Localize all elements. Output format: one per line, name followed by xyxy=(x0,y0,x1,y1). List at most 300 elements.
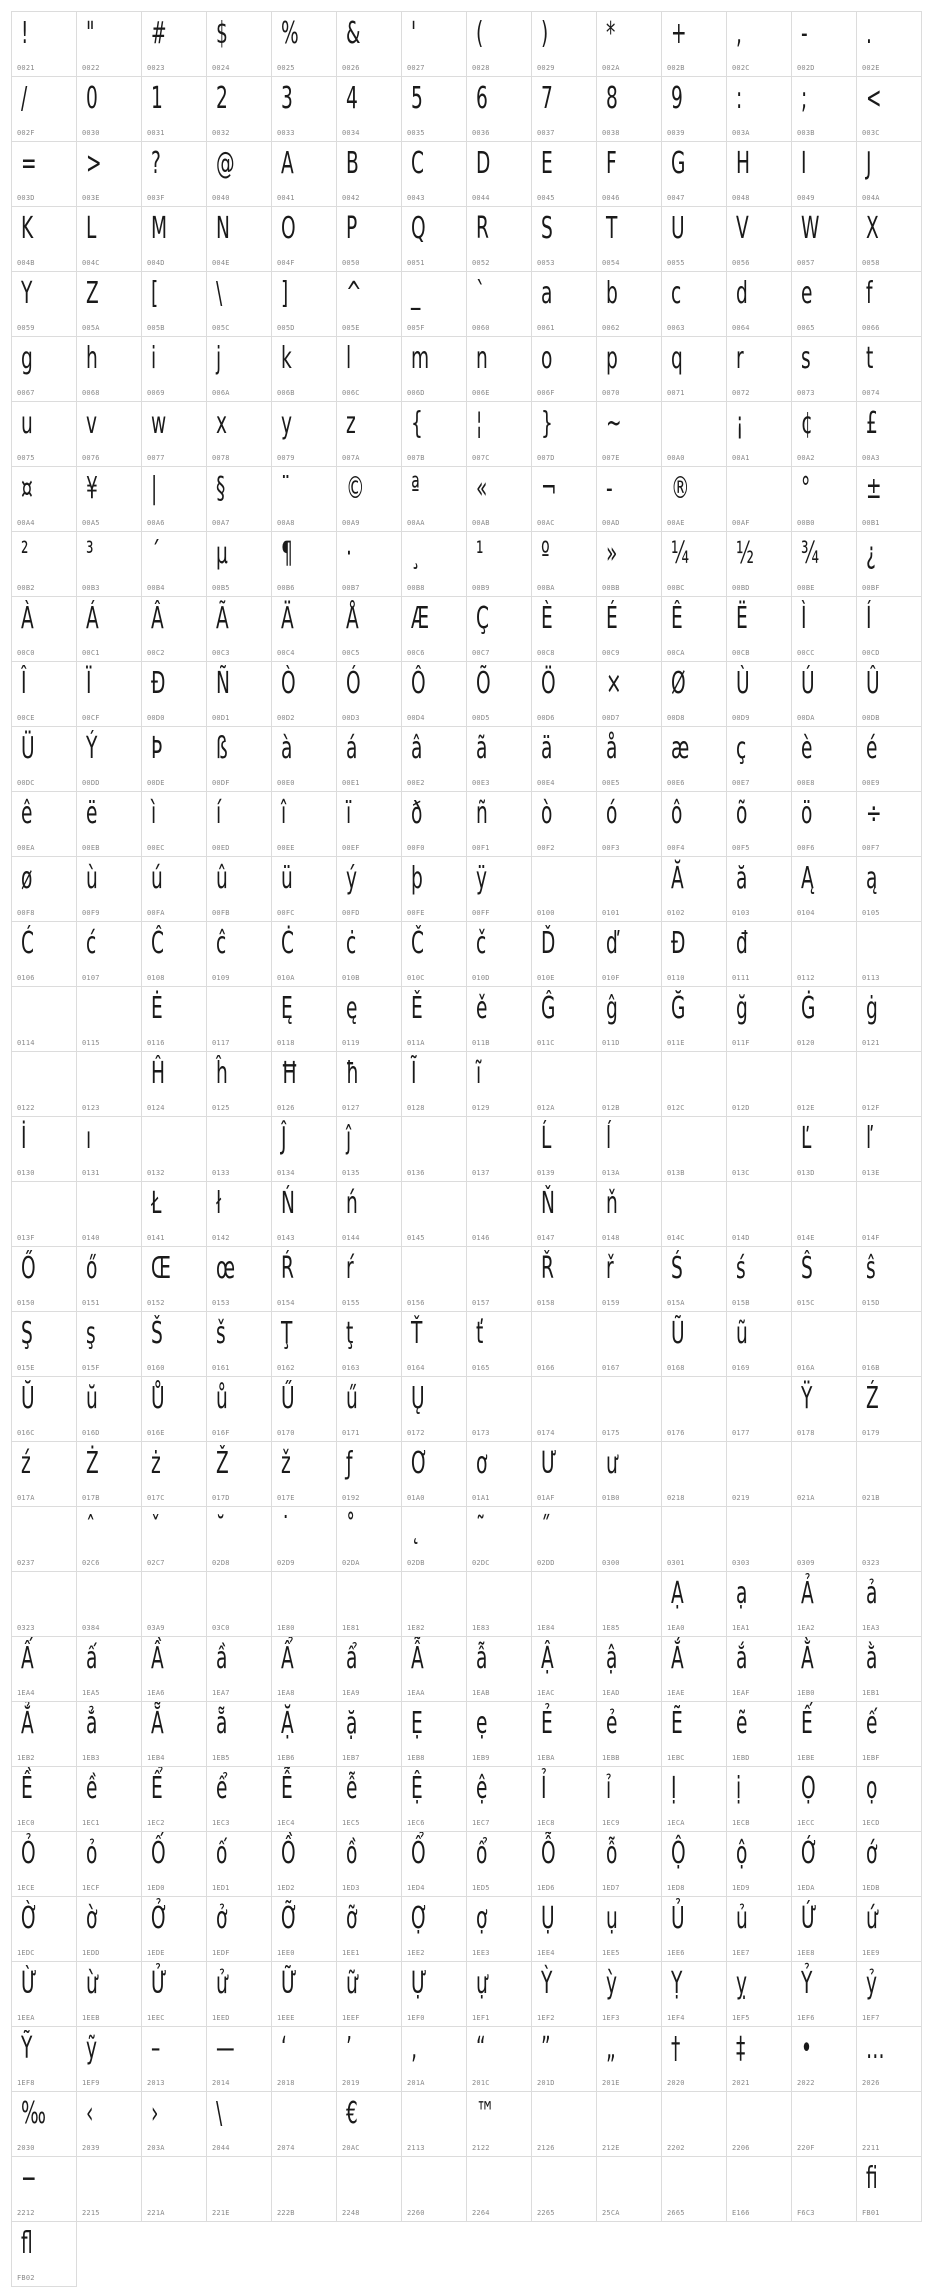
glyph-codepoint-label: 00A1 xyxy=(732,454,750,462)
glyph-codepoint-label: 0123 xyxy=(82,1104,100,1112)
glyph-character: Ằ xyxy=(801,1641,814,1676)
glyph-cell xyxy=(727,792,792,857)
glyph-codepoint-label: 0114 xyxy=(17,1039,35,1047)
glyph-cell xyxy=(272,1182,337,1247)
glyph-character: µ xyxy=(216,536,228,571)
glyph-codepoint-label: 0172 xyxy=(407,1429,425,1437)
glyph-character: Ó xyxy=(346,666,361,701)
glyph-character: Ÿ xyxy=(801,1381,813,1416)
glyph-cell xyxy=(207,662,272,727)
glyph-codepoint-label: 0147 xyxy=(537,1234,555,1242)
glyph-character: ™ xyxy=(476,2096,495,2131)
glyph-cell xyxy=(727,1572,792,1637)
glyph-character: ì xyxy=(151,796,157,831)
glyph-cell xyxy=(142,1572,207,1637)
glyph-codepoint-label: 00AA xyxy=(407,519,425,527)
glyph-codepoint-label: 0033 xyxy=(277,129,295,137)
glyph-codepoint-label: 0109 xyxy=(212,974,230,982)
glyph-codepoint-label: 2074 xyxy=(277,2144,295,2152)
glyph-character: ˛ xyxy=(411,1511,421,1546)
glyph-codepoint-label: 0151 xyxy=(82,1299,100,1307)
glyph-character: ¸ xyxy=(411,536,421,571)
glyph-cell xyxy=(207,1962,272,2027)
glyph-cell xyxy=(402,662,467,727)
glyph-codepoint-label: 011A xyxy=(407,1039,425,1047)
glyph-codepoint-label: 1EE3 xyxy=(472,1949,490,1957)
glyph-character: Ỹ xyxy=(21,2031,33,2066)
glyph-cell xyxy=(272,1052,337,1117)
glyph-codepoint-label: 2122 xyxy=(472,2144,490,2152)
glyph-cell xyxy=(727,1117,792,1182)
glyph-codepoint-label: 02DD xyxy=(537,1559,555,1567)
glyph-codepoint-label: 1EE9 xyxy=(862,1949,880,1957)
glyph-codepoint-label: 2264 xyxy=(472,2209,490,2217)
glyph-character: Í xyxy=(866,601,872,636)
glyph-cell xyxy=(12,77,77,142)
glyph-cell xyxy=(467,337,532,402)
glyph-cell xyxy=(272,402,337,467)
glyph-codepoint-label: 1ECE xyxy=(17,1884,35,1892)
glyph-cell xyxy=(12,857,77,922)
glyph-cell xyxy=(272,207,337,272)
glyph-character: Ữ xyxy=(281,1966,297,2001)
glyph-codepoint-label: 0117 xyxy=(212,1039,230,1047)
glyph-character: 2 xyxy=(216,81,228,116)
glyph-codepoint-label: 1EA0 xyxy=(667,1624,685,1632)
glyph-cell xyxy=(532,2027,597,2092)
glyph-character: Y xyxy=(21,276,33,311)
glyph-codepoint-label: 00A8 xyxy=(277,519,295,527)
glyph-cell xyxy=(77,272,142,337)
glyph-character: ụ xyxy=(606,1901,618,1936)
glyph-character: Ų xyxy=(411,1381,425,1416)
glyph-codepoint-label: 1EA2 xyxy=(797,1624,815,1632)
glyph-character: à xyxy=(281,731,293,766)
glyph-cell xyxy=(12,1767,77,1832)
glyph-codepoint-label: 0177 xyxy=(732,1429,750,1437)
glyph-character: ç xyxy=(736,731,747,766)
glyph-character: } xyxy=(541,406,553,441)
glyph-codepoint-label: 1ED4 xyxy=(407,1884,425,1892)
glyph-cell xyxy=(727,597,792,662)
glyph-codepoint-label: 00B0 xyxy=(797,519,815,527)
glyph-character: ẽ xyxy=(736,1706,748,1741)
glyph-codepoint-label: 1EB2 xyxy=(17,1754,35,1762)
glyph-character: ằ xyxy=(866,1641,878,1676)
glyph-codepoint-label: 013A xyxy=(602,1169,620,1177)
glyph-character: Ỡ xyxy=(281,1901,298,1936)
glyph-cell xyxy=(77,2092,142,2157)
glyph-character: k xyxy=(281,341,292,376)
glyph-codepoint-label: 0034 xyxy=(342,129,360,137)
glyph-cell xyxy=(727,77,792,142)
glyph-codepoint-label: 222B xyxy=(277,2209,295,2217)
glyph-codepoint-label: 0116 xyxy=(147,1039,165,1047)
glyph-character: Ĥ xyxy=(151,1056,165,1091)
glyph-codepoint-label: 0075 xyxy=(17,454,35,462)
glyph-character: \ xyxy=(216,276,223,311)
glyph-character: Ẫ xyxy=(411,1641,424,1676)
glyph-codepoint-label: 0043 xyxy=(407,194,425,202)
glyph-cell xyxy=(207,272,272,337)
glyph-codepoint-label: 0054 xyxy=(602,259,620,267)
glyph-cell xyxy=(337,1767,402,1832)
glyph-character: * xyxy=(606,16,616,51)
glyph-codepoint-label: 00BB xyxy=(602,584,620,592)
glyph-codepoint-label: 1ED1 xyxy=(212,1884,230,1892)
glyph-character: đ xyxy=(736,926,748,961)
glyph-cell xyxy=(12,987,77,1052)
glyph-cell xyxy=(532,1377,597,1442)
glyph-codepoint-label: 0022 xyxy=(82,64,100,72)
glyph-codepoint-label: 021A xyxy=(797,1494,815,1502)
glyph-cell xyxy=(142,207,207,272)
glyph-codepoint-label: 0068 xyxy=(82,389,100,397)
glyph-character: å xyxy=(606,731,618,766)
glyph-cell xyxy=(662,1442,727,1507)
glyph-codepoint-label: 00EB xyxy=(82,844,100,852)
glyph-codepoint-label: 015D xyxy=(862,1299,880,1307)
glyph-cell xyxy=(12,1637,77,1702)
glyph-character: | xyxy=(151,471,158,506)
glyph-cell xyxy=(857,467,922,532)
glyph-cell xyxy=(727,1832,792,1897)
glyph-character: Ő xyxy=(21,1251,36,1286)
glyph-cell xyxy=(272,1117,337,1182)
glyph-codepoint-label: 0066 xyxy=(862,324,880,332)
glyph-character: Ł xyxy=(151,1186,162,1221)
glyph-cell xyxy=(727,142,792,207)
glyph-codepoint-label: 0058 xyxy=(862,259,880,267)
glyph-character: 5 xyxy=(411,81,423,116)
glyph-codepoint-label: 0171 xyxy=(342,1429,360,1437)
glyph-character: ẻ xyxy=(606,1706,618,1741)
glyph-codepoint-label: 013D xyxy=(797,1169,815,1177)
glyph-character: × xyxy=(606,666,622,701)
glyph-character: ỷ xyxy=(866,1966,878,2001)
glyph-character: Õ xyxy=(476,666,491,701)
glyph-cell xyxy=(857,987,922,1052)
glyph-cell xyxy=(337,1702,402,1767)
glyph-codepoint-label: 011C xyxy=(537,1039,555,1047)
glyph-codepoint-label: 017E xyxy=(277,1494,295,1502)
glyph-character: Ế xyxy=(801,1706,813,1741)
glyph-codepoint-label: 0050 xyxy=(342,259,360,267)
glyph-codepoint-label: 0134 xyxy=(277,1169,295,1177)
glyph-cell xyxy=(467,1962,532,2027)
glyph-character: [ xyxy=(151,276,159,311)
glyph-codepoint-label: 1ED8 xyxy=(667,1884,685,1892)
glyph-codepoint-label: 0101 xyxy=(602,909,620,917)
glyph-character: ‚ xyxy=(411,2031,417,2066)
glyph-cell xyxy=(272,467,337,532)
glyph-character: Ň xyxy=(541,1186,555,1221)
glyph-cell xyxy=(727,272,792,337)
glyph-codepoint-label: 1EA6 xyxy=(147,1689,165,1697)
glyph-codepoint-label: 0157 xyxy=(472,1299,490,1307)
glyph-cell xyxy=(12,2092,77,2157)
glyph-cell xyxy=(727,2092,792,2157)
glyph-character: ” xyxy=(541,2031,551,2066)
glyph-cell xyxy=(402,1247,467,1312)
glyph-cell xyxy=(12,207,77,272)
glyph-codepoint-label: 003B xyxy=(797,129,815,137)
glyph-character: f xyxy=(866,276,873,311)
glyph-character: Ạ xyxy=(671,1576,684,1611)
glyph-codepoint-label: 00AE xyxy=(667,519,685,527)
glyph-cell xyxy=(597,207,662,272)
glyph-codepoint-label: 0161 xyxy=(212,1364,230,1372)
glyph-codepoint-label: 2113 xyxy=(407,2144,425,2152)
glyph-cell xyxy=(597,597,662,662)
glyph-cell xyxy=(792,1507,857,1572)
glyph-codepoint-label: 1EED xyxy=(212,2014,230,2022)
glyph-codepoint-label: 005B xyxy=(147,324,165,332)
glyph-cell xyxy=(792,987,857,1052)
glyph-character: W xyxy=(801,211,820,246)
glyph-character: — xyxy=(216,2031,235,2066)
glyph-character: Æ xyxy=(411,601,430,636)
glyph-cell xyxy=(12,597,77,662)
glyph-cell xyxy=(12,1377,77,1442)
glyph-codepoint-label: 010A xyxy=(277,974,295,982)
glyph-character: ¼ xyxy=(671,536,690,571)
glyph-cell xyxy=(402,1897,467,1962)
glyph-codepoint-label: 013B xyxy=(667,1169,685,1177)
glyph-codepoint-label: 0035 xyxy=(407,129,425,137)
glyph-cell xyxy=(207,142,272,207)
glyph-codepoint-label: 0100 xyxy=(537,909,555,917)
glyph-codepoint-label: 0023 xyxy=(147,64,165,72)
glyph-character: Ü xyxy=(21,731,35,766)
glyph-cell xyxy=(142,142,207,207)
glyph-codepoint-label: 03A9 xyxy=(147,1624,165,1632)
glyph-character: e xyxy=(801,276,813,311)
glyph-character: 6 xyxy=(476,81,488,116)
glyph-cell xyxy=(337,337,402,402)
glyph-cell xyxy=(532,207,597,272)
glyph-character: \ xyxy=(216,2096,223,2131)
glyph-character: Ễ xyxy=(281,1771,293,1806)
glyph-character: Ò xyxy=(281,666,296,701)
glyph-cell xyxy=(597,1897,662,1962)
glyph-codepoint-label: 00F4 xyxy=(667,844,685,852)
glyph-codepoint-label: 0036 xyxy=(472,129,490,137)
glyph-cell xyxy=(857,792,922,857)
glyph-character: I xyxy=(801,146,807,181)
glyph-codepoint-label: 00D1 xyxy=(212,714,230,722)
glyph-cell xyxy=(12,1442,77,1507)
glyph-character: Ự xyxy=(411,1966,427,2001)
glyph-cell xyxy=(12,922,77,987)
glyph-character: œ xyxy=(216,1251,236,1286)
glyph-cell xyxy=(597,12,662,77)
glyph-cell xyxy=(857,1247,922,1312)
glyph-character: ỳ xyxy=(606,1966,618,2001)
glyph-codepoint-label: 1EDD xyxy=(82,1949,100,1957)
glyph-codepoint-label: 1EF8 xyxy=(17,2079,35,2087)
glyph-codepoint-label: 2265 xyxy=(537,2209,555,2217)
glyph-codepoint-label: 00C0 xyxy=(17,649,35,657)
glyph-codepoint-label: 016D xyxy=(82,1429,100,1437)
glyph-codepoint-label: 0137 xyxy=(472,1169,490,1177)
glyph-cell xyxy=(727,467,792,532)
glyph-codepoint-label: 0026 xyxy=(342,64,360,72)
glyph-cell xyxy=(792,1637,857,1702)
glyph-cell xyxy=(727,1767,792,1832)
glyph-character: Ẩ xyxy=(281,1641,294,1676)
glyph-character: B xyxy=(346,146,359,181)
glyph-character: 0 xyxy=(86,81,98,116)
glyph-cell xyxy=(142,1897,207,1962)
glyph-codepoint-label: 00F3 xyxy=(602,844,620,852)
glyph-codepoint-label: 1EA1 xyxy=(732,1624,750,1632)
glyph-cell xyxy=(467,207,532,272)
glyph-cell xyxy=(12,2222,77,2287)
glyph-character: è xyxy=(801,731,813,766)
glyph-character: N xyxy=(216,211,230,246)
glyph-cell xyxy=(597,142,662,207)
glyph-codepoint-label: 0063 xyxy=(667,324,685,332)
glyph-cell xyxy=(142,2157,207,2222)
glyph-codepoint-label: 012D xyxy=(732,1104,750,1112)
glyph-cell xyxy=(532,922,597,987)
glyph-cell xyxy=(207,987,272,1052)
glyph-codepoint-label: 0384 xyxy=(82,1624,100,1632)
glyph-cell xyxy=(857,207,922,272)
glyph-character: ñ xyxy=(476,796,488,831)
glyph-codepoint-label: 0179 xyxy=(862,1429,880,1437)
glyph-codepoint-label: 0037 xyxy=(537,129,555,137)
glyph-cell xyxy=(792,1572,857,1637)
glyph-cell xyxy=(207,2027,272,2092)
glyph-character: ặ xyxy=(346,1706,358,1741)
glyph-cell xyxy=(402,597,467,662)
glyph-codepoint-label: 0309 xyxy=(797,1559,815,1567)
glyph-codepoint-label: 00CD xyxy=(862,649,880,657)
glyph-codepoint-label: 0218 xyxy=(667,1494,685,1502)
glyph-codepoint-label: 0064 xyxy=(732,324,750,332)
glyph-character: ' xyxy=(411,16,417,51)
glyph-codepoint-label: 00B4 xyxy=(147,584,165,592)
glyph-character: Ń xyxy=(281,1186,295,1221)
glyph-character: ² xyxy=(21,536,29,571)
glyph-codepoint-label: 02D8 xyxy=(212,1559,230,1567)
glyph-cell xyxy=(532,77,597,142)
glyph-codepoint-label: 0110 xyxy=(667,974,685,982)
glyph-codepoint-label: 002A xyxy=(602,64,620,72)
glyph-character: ồ xyxy=(346,1836,358,1871)
glyph-cell xyxy=(337,987,402,1052)
glyph-character: ĉ xyxy=(216,926,227,961)
glyph-codepoint-label: 006C xyxy=(342,389,360,397)
glyph-codepoint-label: 1E85 xyxy=(602,1624,620,1632)
glyph-codepoint-label: 201A xyxy=(407,2079,425,2087)
glyph-cell xyxy=(207,402,272,467)
glyph-character: ˜ xyxy=(476,1511,486,1546)
glyph-character: ċ xyxy=(346,926,357,961)
glyph-cell xyxy=(337,467,402,532)
glyph-codepoint-label: 1EBF xyxy=(862,1754,880,1762)
glyph-character: ` xyxy=(476,276,486,311)
glyph-codepoint-label: 010E xyxy=(537,974,555,982)
glyph-cell xyxy=(792,1702,857,1767)
glyph-cell xyxy=(727,727,792,792)
glyph-codepoint-label: 1EE1 xyxy=(342,1949,360,1957)
glyph-cell xyxy=(662,597,727,662)
glyph-cell xyxy=(532,662,597,727)
glyph-codepoint-label: 0133 xyxy=(212,1169,230,1177)
glyph-codepoint-label: 2206 xyxy=(732,2144,750,2152)
glyph-character: … xyxy=(866,2031,885,2066)
glyph-cell xyxy=(662,207,727,272)
glyph-character: Ť xyxy=(411,1316,423,1351)
glyph-codepoint-label: 00E8 xyxy=(797,779,815,787)
glyph-character: ề xyxy=(86,1771,98,1806)
glyph-codepoint-label: 011E xyxy=(667,1039,685,1047)
glyph-cell xyxy=(337,2092,402,2157)
glyph-cell xyxy=(272,1767,337,1832)
glyph-character: ä xyxy=(541,731,553,766)
glyph-cell xyxy=(402,987,467,1052)
glyph-cell xyxy=(77,532,142,597)
glyph-cell xyxy=(402,857,467,922)
glyph-codepoint-label: 00B6 xyxy=(277,584,295,592)
glyph-cell xyxy=(597,1052,662,1117)
glyph-codepoint-label: 00B1 xyxy=(862,519,880,527)
glyph-character: Ề xyxy=(21,1771,33,1806)
glyph-character: â xyxy=(411,731,423,766)
glyph-codepoint-label: 1EB0 xyxy=(797,1689,815,1697)
glyph-character: Ũ xyxy=(671,1316,685,1351)
glyph-cell xyxy=(12,402,77,467)
glyph-character: Á xyxy=(86,601,99,636)
glyph-codepoint-label: 1EC8 xyxy=(537,1819,555,1827)
glyph-codepoint-label: 201E xyxy=(602,2079,620,2087)
glyph-codepoint-label: 00FE xyxy=(407,909,425,917)
glyph-cell xyxy=(532,597,597,662)
glyph-codepoint-label: 1EA8 xyxy=(277,1689,295,1697)
glyph-cell xyxy=(142,987,207,1052)
glyph-codepoint-label: 0047 xyxy=(667,194,685,202)
glyph-codepoint-label: 2211 xyxy=(862,2144,880,2152)
glyph-codepoint-label: 021B xyxy=(862,1494,880,1502)
glyph-character: ! xyxy=(21,16,29,51)
glyph-character: ½ xyxy=(736,536,755,571)
glyph-codepoint-label: 1EE0 xyxy=(277,1949,295,1957)
glyph-character: » xyxy=(606,536,618,571)
glyph-character: Ű xyxy=(281,1381,295,1416)
glyph-cell xyxy=(532,1767,597,1832)
glyph-character: İ xyxy=(21,1121,27,1156)
glyph-character: Ï xyxy=(86,666,92,701)
glyph-cell xyxy=(792,792,857,857)
glyph-character: z xyxy=(346,406,356,441)
glyph-cell xyxy=(532,1702,597,1767)
glyph-codepoint-label: 1EB3 xyxy=(82,1754,100,1762)
glyph-codepoint-label: 00D5 xyxy=(472,714,490,722)
glyph-codepoint-label: 00AC xyxy=(537,519,555,527)
glyph-codepoint-label: 1EC7 xyxy=(472,1819,490,1827)
glyph-character: Ĵ xyxy=(281,1121,287,1156)
glyph-codepoint-label: 201C xyxy=(472,2079,490,2087)
glyph-character: a xyxy=(541,276,553,311)
glyph-cell xyxy=(207,1052,272,1117)
glyph-codepoint-label: 0178 xyxy=(797,1429,815,1437)
glyph-codepoint-label: 00CB xyxy=(732,649,750,657)
glyph-codepoint-label: 010C xyxy=(407,974,425,982)
glyph-character: D xyxy=(476,146,491,181)
